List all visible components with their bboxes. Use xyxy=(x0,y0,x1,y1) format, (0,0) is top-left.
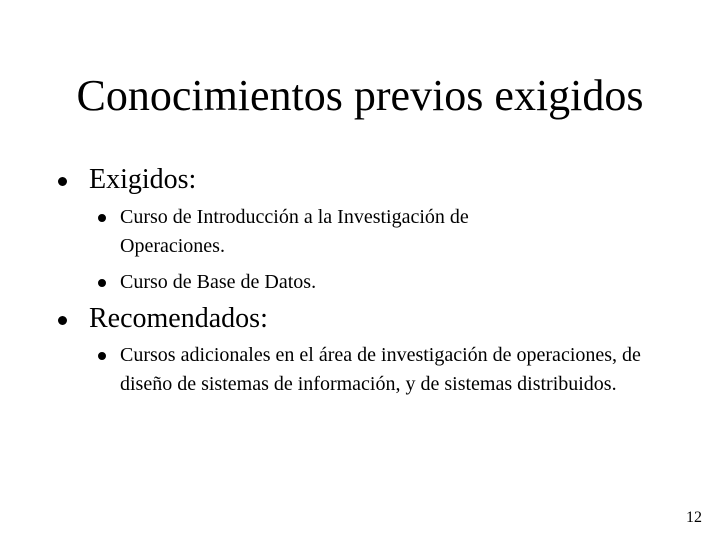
bullet-icon xyxy=(98,214,106,222)
list-item xyxy=(98,203,568,261)
section-label: Recomendados: xyxy=(89,303,268,334)
list-item xyxy=(98,268,568,297)
bullet-icon xyxy=(98,352,106,360)
section-label: Exigidos: xyxy=(89,164,197,195)
section-exigidos xyxy=(58,164,196,196)
list-item xyxy=(98,341,678,399)
list-item-text: Cursos adicionales en el área de investigación de operaciones, de diseño de sistemas de información, y de sistemas distribuidos. xyxy=(120,344,641,395)
slide-title: Conocimientos previos exigidos xyxy=(76,71,644,120)
bullet-icon xyxy=(58,316,67,325)
section-recomendados xyxy=(58,303,268,335)
list-item-text: Curso de Introducción a la Investigación de Operaciones. xyxy=(120,206,469,257)
bullet-icon xyxy=(98,279,106,287)
list-item-text: Curso de Base de Datos. xyxy=(120,271,317,293)
bullet-icon xyxy=(58,177,67,186)
page-number: 12 xyxy=(686,509,702,526)
